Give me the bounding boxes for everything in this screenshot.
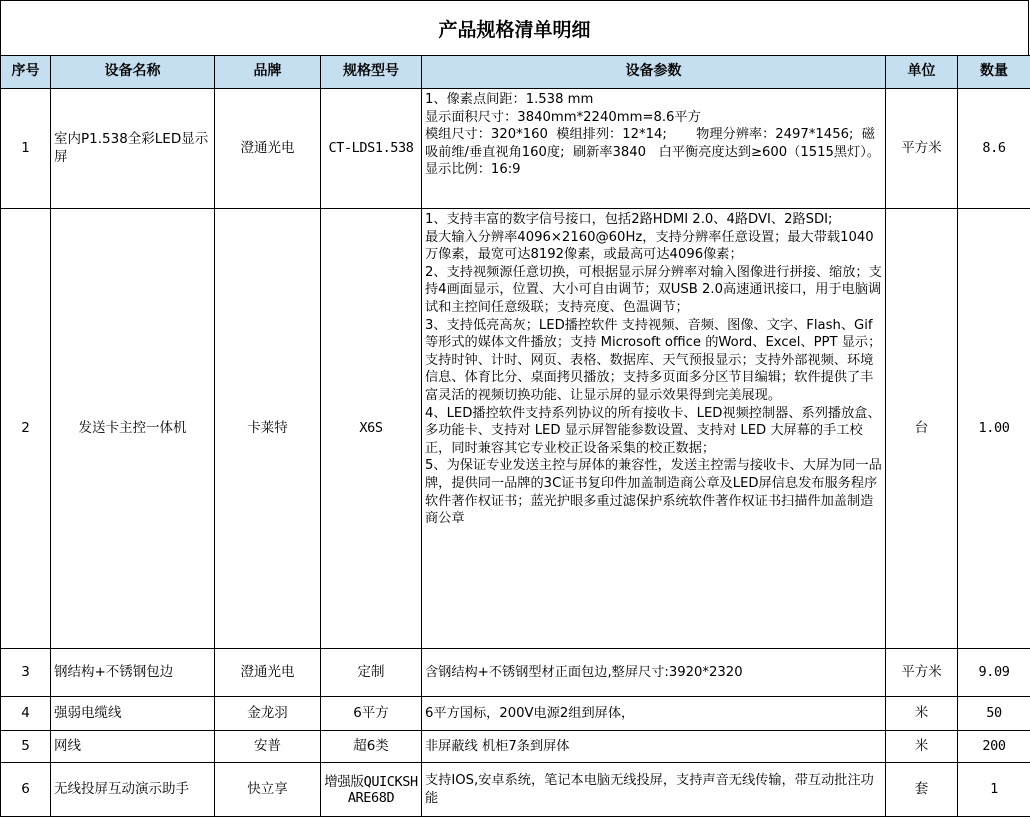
- cell-brand: 金龙羽: [215, 697, 321, 731]
- cell-name: 强弱电缆线: [51, 697, 215, 731]
- params-text: 6平方国标，200V电源2组到屏体，: [425, 705, 882, 723]
- cell-model: CT-LDS1.538: [321, 89, 422, 209]
- cell-params: [422, 649, 886, 697]
- cell-params: [422, 731, 886, 763]
- params-text: 非屏蔽线 机柜7条到屏体: [425, 738, 882, 756]
- cell-model: 超6类: [321, 731, 422, 763]
- params-text: 支持IOS,安卓系统，笔记本电脑无线投屏，支持声音无线传输，带互动批注功能: [425, 772, 882, 807]
- cell-brand: 安普: [215, 731, 321, 763]
- params-text: 含钢结构+不锈钢型材正面包边,整屏尺寸:3920*2320: [425, 664, 882, 682]
- header-qty: 数量: [958, 56, 1030, 89]
- cell-qty: 200: [958, 731, 1030, 763]
- cell-model: 增强版QUICKSHARE68D: [321, 763, 422, 817]
- cell-unit: 台: [886, 209, 958, 649]
- cell-params: [422, 697, 886, 731]
- cell-unit: 平方米: [886, 649, 958, 697]
- cell-index: 6: [1, 763, 51, 817]
- cell-qty: 1: [958, 763, 1030, 817]
- cell-params: [422, 763, 886, 817]
- cell-model: X6S: [321, 209, 422, 649]
- params-text: 1、像素点间距：1.538 mm 显示面积尺寸：3840mm*2240mm=8.6平方 模组尺寸：320*160 模组排列：12*14; 物理分辨率：2497*1456; 磁吸前维/垂直视角160度; 刷新率3840 白平衡亮度达到≥600（1515黑灯）。显示比例：16:9: [425, 91, 882, 179]
- cell-unit: 平方米: [886, 89, 958, 209]
- cell-unit: 米: [886, 697, 958, 731]
- header-name: 设备名称: [51, 56, 215, 89]
- cell-name: 钢结构+不锈钢包边: [51, 649, 215, 697]
- table-row: [1, 649, 1030, 697]
- header-brand: 品牌: [215, 56, 321, 89]
- cell-unit: 套: [886, 763, 958, 817]
- sheet-title: 产品规格清单明细: [0, 0, 1029, 56]
- cell-qty: 1.00: [958, 209, 1030, 649]
- header-index: 序号: [1, 56, 51, 89]
- cell-name: 无线投屏互动演示助手: [51, 763, 215, 817]
- cell-name: 发送卡主控一体机: [51, 209, 215, 649]
- cell-model: 定制: [321, 649, 422, 697]
- cell-index: 4: [1, 697, 51, 731]
- spec-table: [0, 55, 1030, 817]
- cell-name: 室内P1.538全彩LED显示屏: [51, 89, 215, 209]
- header-params: 设备参数: [422, 56, 886, 89]
- cell-model: 6平方: [321, 697, 422, 731]
- cell-unit: 米: [886, 731, 958, 763]
- table-row: [1, 763, 1030, 817]
- params-text: 1、支持丰富的数字信号接口，包括2路HDMI 2.0、4路DVI、2路SDI; 最大输入分辨率4096×2160@60Hz，支持分辨率任意设置；最大带载1040万像素，最宽可达8192像素，或最高可达4096像素； 2、支持视频源任意切换，可根据显示屏分辨率对输入图像进行拼接、缩放；支持4画面显示，位置、大小可自由调节；双USB 2.0高速通讯接口，用于电脑调试和主控间任意级联；支持亮度、色温调节； 3、支持低亮高灰；LED播控软件 支持视频、音频、图像、文字、Flash、Gif 等形式的媒体文件播放；支持 Microsoft office 的Word、Excel、PPT 显示；支持时钟、计时、网页、表格、数据库、天气预报显示；支持外部视频、环境信息、体育比分、桌面拷贝播放；支持多页面多分区节目编辑；软件提供了丰富灵活的视频切换功能、让显示屏的显示效果得到完美展现。 4、LED播控软件支持系列协议的所有接收卡、LED视频控制器、系列播放盒、 多功能卡、支持对 LED 显示屏智能参数设置、支持对 LED 大屏幕的手工校正，同时兼容其它专业校正设备采集的校正数据； 5、为保证专业发送主控与屏体的兼容性，发送主控需与接收卡、大屏为同一品牌，提供同一品牌的3C证书复印件加盖制造商公章及LED屏信息发布服务程序软件著作权证书；蓝光护眼多重过滤保护系统软件著作权证书扫描件加盖制造商公章: [425, 211, 882, 528]
- cell-name: 网线: [51, 731, 215, 763]
- cell-index: 1: [1, 89, 51, 209]
- cell-brand: 澄通光电: [215, 649, 321, 697]
- cell-qty: 8.6: [958, 89, 1030, 209]
- cell-index: 3: [1, 649, 51, 697]
- cell-brand: 澄通光电: [215, 89, 321, 209]
- header-model: 规格型号: [321, 56, 422, 89]
- table-row: [1, 697, 1030, 731]
- table-row: [1, 209, 1030, 649]
- cell-qty: 50: [958, 697, 1030, 731]
- cell-params: [422, 209, 886, 649]
- cell-index: 2: [1, 209, 51, 649]
- header-row: [1, 56, 1030, 89]
- table-row: [1, 731, 1030, 763]
- cell-params: [422, 89, 886, 209]
- cell-brand: 卡莱特: [215, 209, 321, 649]
- header-unit: 单位: [886, 56, 958, 89]
- cell-index: 5: [1, 731, 51, 763]
- table-row: [1, 89, 1030, 209]
- cell-qty: 9.09: [958, 649, 1030, 697]
- cell-brand: 快立享: [215, 763, 321, 817]
